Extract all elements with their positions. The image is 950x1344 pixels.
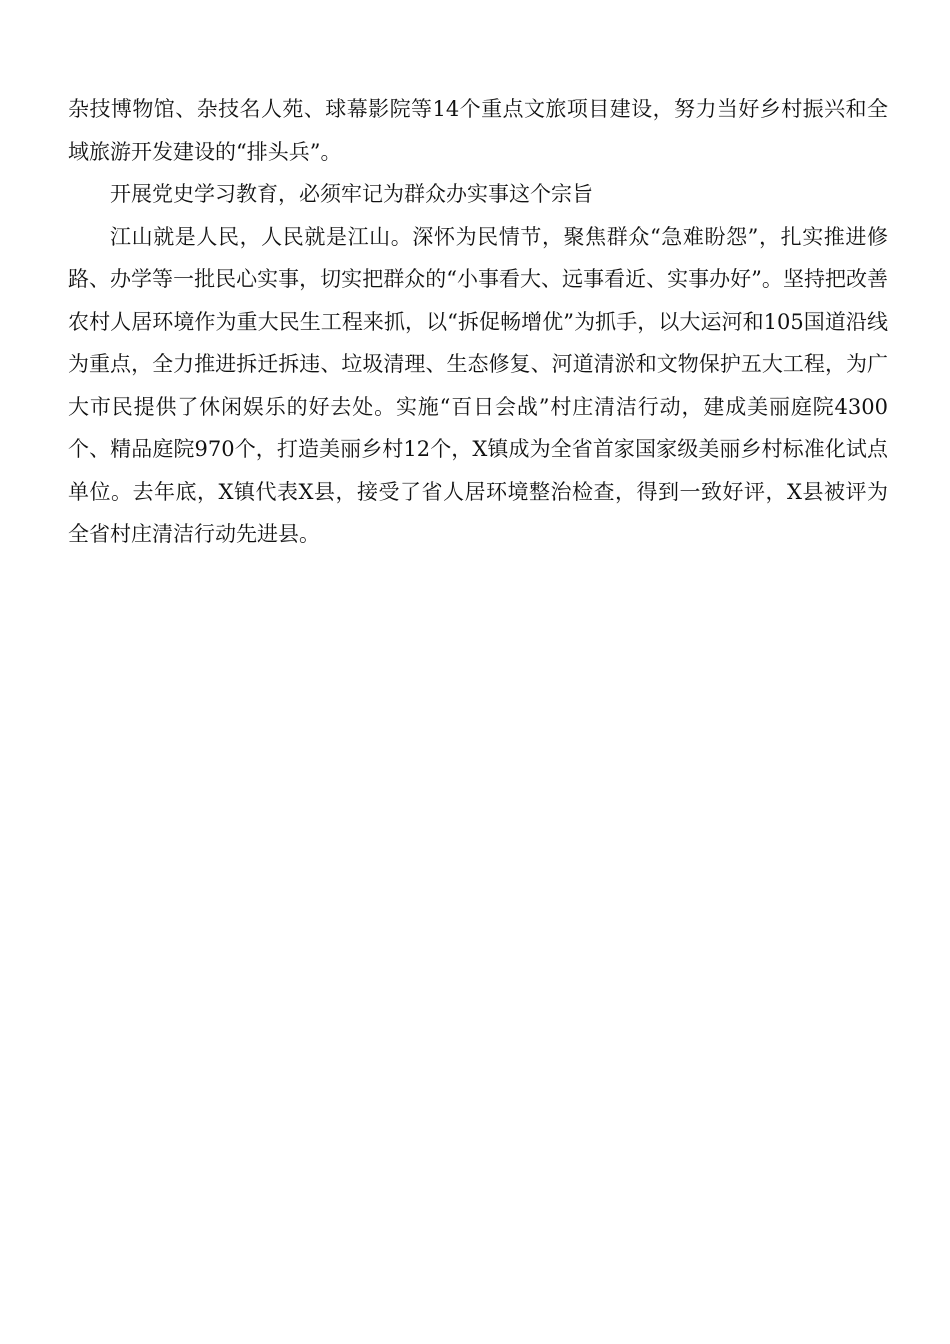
paragraph-body: 江山就是人民，人民就是江山。深怀为民情节，聚焦群众“急难盼怨”，扎实推进修路、办学等一批民心实事，切实把群众的“小事看大、远事看近、实事办好”。坚持把改善农村人居环境作为重大民生工程来抓，以“拆促畅增优”为抓手，以大运河和105国道沿线为重点，全力推进拆迁拆违、垃圾清理、生态修复、河道清淤和文物保护五大工程，为广大市民提供了休闲娱乐的好去处。实施“百日会战”村庄清洁行动，建成美丽庭院4300个、精品庭院970个，打造美丽乡村12个，X镇成为全省首家国家级美丽乡村标准化试点单位。去年底，X镇代表X县，接受了省人居环境整治检查，得到一致好评，X县被评为全省村庄清洁行动先进县。 (68, 224, 888, 546)
section-heading: 开展党史学习教育，必须牢记为群众办实事这个宗旨 (110, 182, 593, 206)
paragraph-continued: 杂技博物馆、杂技名人苑、球幕影院等14个重点文旅项目建设，努力当好乡村振兴和全域旅游开发建设的“排头兵”。 (68, 97, 888, 164)
document-body (68, 88, 888, 556)
